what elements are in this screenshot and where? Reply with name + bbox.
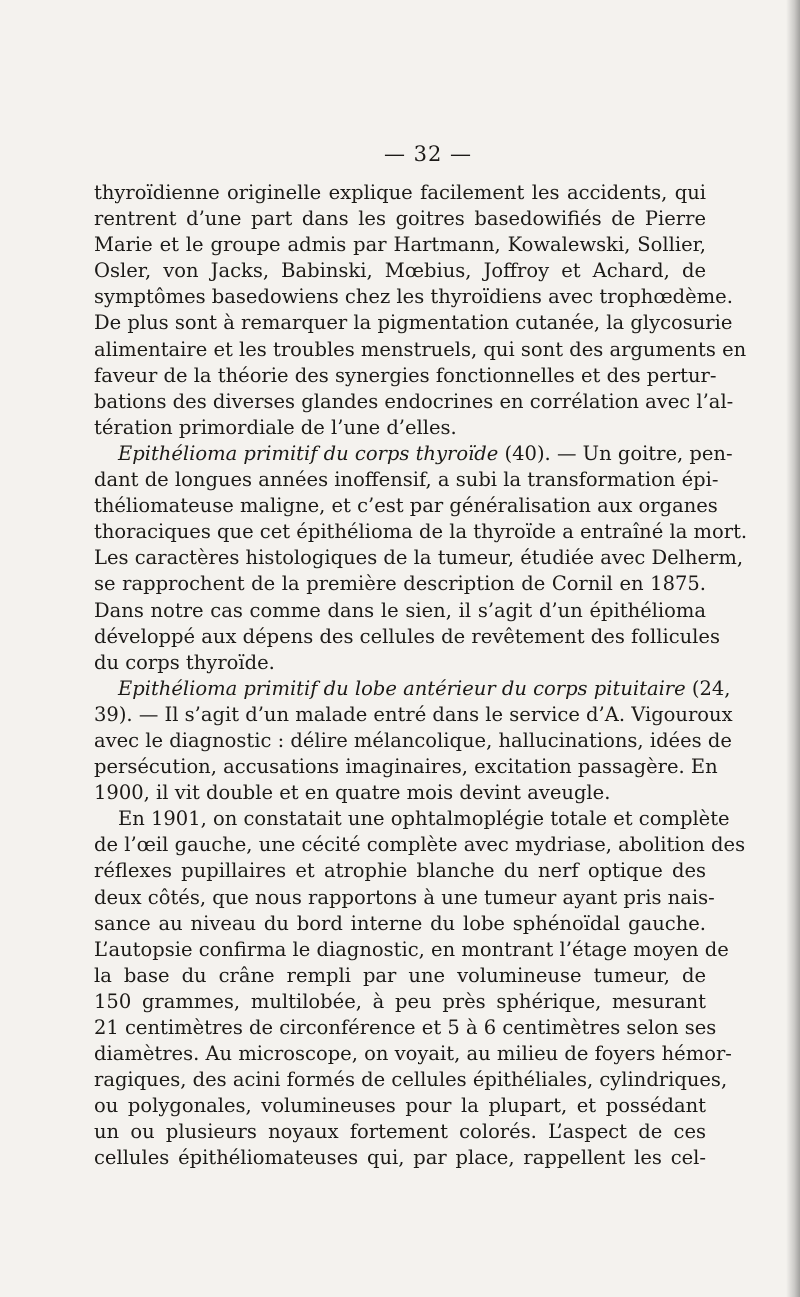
text-line: cellules épithéliomateuses qui, par place, rappellent les cel-	[94, 1146, 706, 1170]
text-line: sance au niveau du bord interne du lobe sphénoïdal gauche.	[94, 911, 706, 935]
section-heading-pituitary: Epithélioma primitif du lobe antérieur du corps pituitaire	[118, 676, 686, 700]
text-line: du corps thyroïde.	[94, 650, 275, 674]
body-text	[94, 180, 748, 1172]
text-line: la base du crâne rempli par une volumineuse tumeur, de	[94, 963, 706, 987]
text-line: rentrent d’une part dans les goitres basedowifiés de Pierre	[94, 207, 706, 231]
page-edge-shadow	[786, 0, 800, 1297]
page-number: — 32 —	[383, 142, 473, 166]
text-line: Marie et le groupe admis par Hartmann, Kowalewski, Sollier,	[94, 233, 706, 257]
text-line: de l’œil gauche, une cécité complète avec mydriase, abolition des	[94, 833, 746, 857]
text-line: réflexes pupillaires et atrophie blanche du nerf optique des	[94, 859, 706, 883]
text-line: En 1901, on constatait une ophtalmoplégie totale et complète	[118, 807, 730, 831]
text-line: De plus sont à remarquer la pigmentation cutanée, la glycosurie	[94, 311, 733, 335]
text-line: Osler, von Jacks, Babinski, Mœbius, Joffroy et Achard, de	[94, 259, 706, 283]
text-line: ragiques, des acini formés de cellules épithéliales, cylindriques,	[94, 1068, 728, 1092]
text-fragment: (24,	[685, 676, 731, 700]
text-line: tération primordiale de l’une d’elles.	[94, 415, 457, 439]
text-line: développé aux dépens des cellules de revêtement des follicules	[94, 624, 720, 648]
text-line: Dans notre cas comme dans le sien, il s’agit d’un épithélioma	[94, 598, 706, 622]
section-heading-thyroid: Epithélioma primitif du corps thyroïde	[118, 441, 499, 465]
text-line: ou polygonales, volumineuses pour la plupart, et possédant	[94, 1094, 706, 1118]
paragraph-heading-line	[94, 441, 733, 467]
text-line: persécution, accusations imaginaires, excitation passagère. En	[94, 755, 718, 779]
text-line: diamètres. Au microscope, on voyait, au milieu de foyers hémor-	[94, 1042, 732, 1066]
text-line: 1900, il vit double et en quatre mois devint aveugle.	[94, 781, 611, 805]
text-line: symptômes basedowiens chez les thyroïdiens avec trophœdème.	[94, 285, 733, 309]
text-line: 21 centimètres de circonférence et 5 à 6 centimètres selon ses	[94, 1016, 717, 1039]
text-line: L’autopsie confirma le diagnostic, en montrant l’étage moyen de	[94, 937, 729, 961]
text-line: bations des diverses glandes endocrines en corrélation avec l’al-	[94, 389, 734, 413]
text-line: un ou plusieurs noyaux fortement colorés. L’aspect de ces	[94, 1120, 706, 1144]
text-line: deux côtés, que nous rapportons à une tumeur ayant pris nais-	[94, 885, 715, 909]
text-line: faveur de la théorie des synergies fonctionnelles et des pertur-	[94, 363, 717, 387]
text-line: Les caractères histologiques de la tumeur, étudiée avec Delherm,	[94, 546, 744, 570]
text-line: dant de longues années inoffensif, a subi la transformation épi-	[94, 468, 719, 492]
text-line: théliomateuse maligne, et c’est par généralisation aux organes	[94, 494, 718, 518]
text-line: 39). — Il s’agit d’un malade entré dans le service d’A. Vigouroux	[94, 702, 733, 726]
text-line: 150 grammes, multilobée, à peu près sphérique, mesurant	[94, 989, 706, 1013]
text-line: thyroïdienne originelle explique facilement les accidents, qui	[94, 181, 706, 204]
paragraph-heading-line	[94, 676, 731, 702]
text-line: thoraciques que cet épithélioma de la thyroïde a entraîné la mort.	[94, 520, 748, 544]
text-fragment: (40). — Un goitre, pen-	[498, 441, 733, 465]
text-line: alimentaire et les troubles menstruels, qui sont des arguments en	[94, 337, 747, 361]
text-line: avec le diagnostic : délire mélancolique, hallucinations, idées de	[94, 728, 732, 752]
text-line: se rapprochent de la première description de Cornil en 1875.	[94, 572, 706, 596]
